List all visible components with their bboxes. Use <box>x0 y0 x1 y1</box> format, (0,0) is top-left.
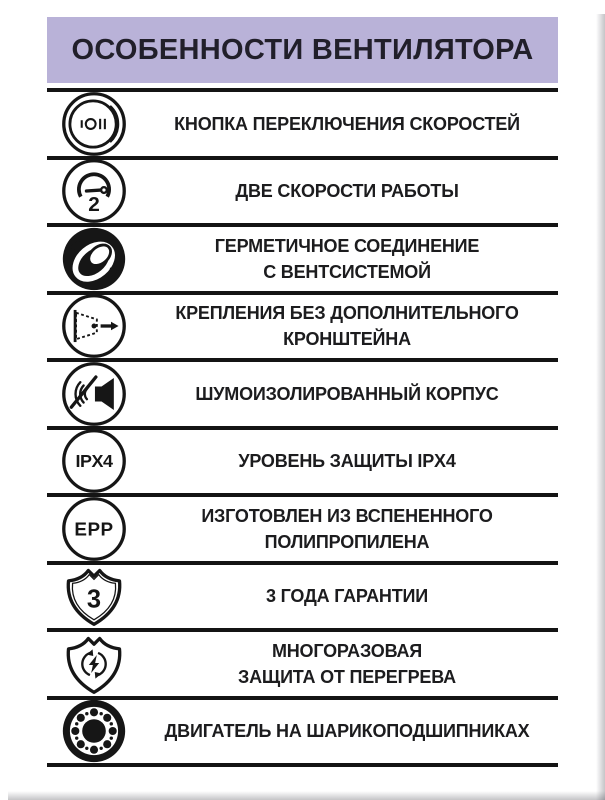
feature-row-airtight-connection <box>47 227 558 295</box>
epp-material-icon <box>60 495 128 563</box>
feature-text: УРОВЕНЬ ЗАЩИТЫ IPX4 <box>238 451 456 472</box>
svg-text:3: 3 <box>86 585 101 614</box>
svg-text:2: 2 <box>87 193 100 217</box>
content-sheet <box>47 17 558 767</box>
speed-switch-button-icon <box>60 90 128 158</box>
feature-row-two-speeds <box>47 160 558 228</box>
page-edge-shadow-right <box>596 14 605 800</box>
noise-insulated-body-icon <box>60 360 128 428</box>
feature-list <box>47 88 558 767</box>
svg-text:IPX4: IPX4 <box>75 451 112 472</box>
airtight-duct-connection-icon <box>60 225 128 293</box>
feature-text: ДВИГАТЕЛЬ НА ШАРИКОПОДШИПНИКАХ <box>164 721 530 742</box>
feature-row-overheat-protection <box>47 632 558 700</box>
feature-row-speed-switch <box>47 92 558 160</box>
feature-text: ИЗГОТОВЛЕН ИЗ ВСПЕНЕННОГО ПОЛИПРОПИЛЕНА <box>201 505 493 552</box>
feature-row-epp <box>47 497 558 565</box>
feature-text: ШУМОИЗОЛИРОВАННЫЙ КОРПУС <box>195 383 499 404</box>
overheat-protection-shield-icon <box>60 630 128 698</box>
feature-row-ball-bearings <box>47 700 558 768</box>
feature-text: ГЕРМЕТИЧНОЕ СОЕДИНЕНИЕ С ВЕНТСИСТЕМОЙ <box>214 235 480 282</box>
no-bracket-mounting-icon <box>60 292 128 360</box>
page-title: ОСОБЕННОСТИ ВЕНТИЛЯТОРА <box>71 33 534 66</box>
feature-row-noise-insulated <box>47 362 558 430</box>
header-band <box>47 17 558 83</box>
feature-text: 3 ГОДА ГАРАНТИИ <box>266 586 428 607</box>
warranty-shield-icon <box>60 562 128 630</box>
ball-bearing-icon <box>60 697 128 765</box>
feature-row-no-bracket <box>47 295 558 363</box>
feature-text: МНОГОРАЗОВАЯ ЗАЩИТА ОТ ПЕРЕГРЕВА <box>238 640 456 687</box>
feature-text: ДВЕ СКОРОСТИ РАБОТЫ <box>235 181 459 202</box>
ipx4-protection-icon <box>60 427 128 495</box>
feature-row-ipx4 <box>47 430 558 498</box>
svg-text:EPP: EPP <box>73 519 114 541</box>
feature-text: КНОПКА ПЕРЕКЛЮЧЕНИЯ СКОРОСТЕЙ <box>174 113 520 134</box>
two-speeds-gauge-icon <box>60 157 128 225</box>
feature-row-warranty <box>47 565 558 633</box>
page-edge-shadow-bottom <box>8 791 605 800</box>
feature-text: КРЕПЛЕНИЯ БЕЗ ДОПОЛНИТЕЛЬНОГО КРОНШТЕЙНА <box>175 303 519 350</box>
